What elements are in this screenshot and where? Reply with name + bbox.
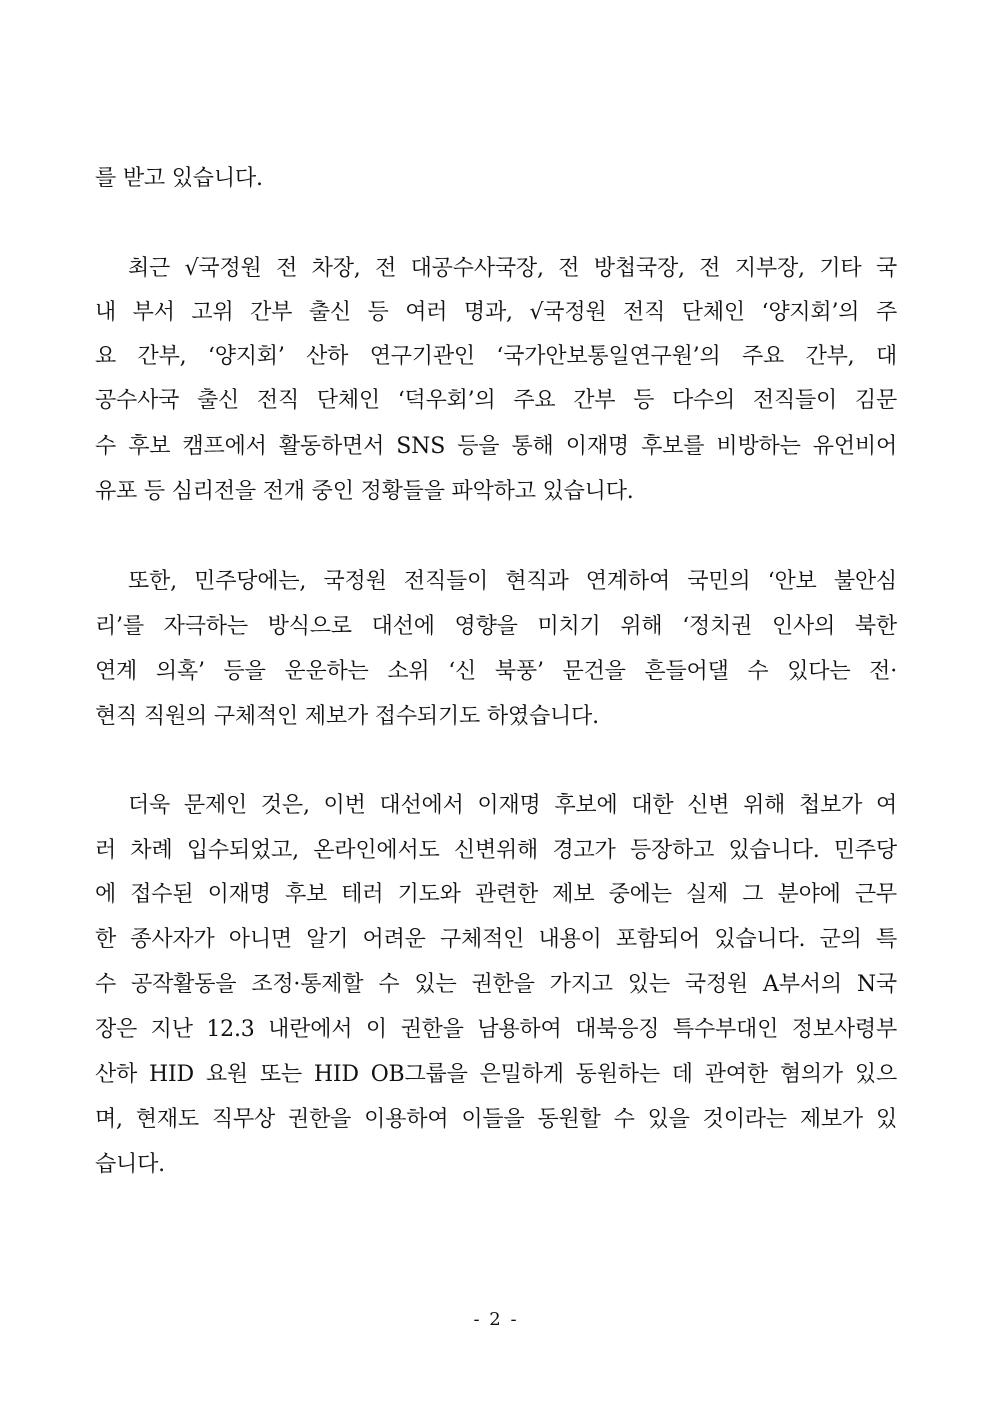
paragraph-4-line-3: 에 접수된 이재명 후보 테러 기도와 관련한 제보 중에는 실제 그 분야에 근무 xyxy=(95,882,897,907)
paragraph-4-line-1: 더욱 문제인 것은, 이번 대선에서 이재명 후보에 대한 신변 위해 첩보가 여 xyxy=(128,793,897,818)
paragraph-2-line-6: 유포 등 심리전을 전개 중인 정황들을 파악하고 있습니다. xyxy=(95,479,634,504)
paragraph-3-line-2: 리’를 자극하는 방식으로 대선에 영향을 미치기 위해 ‘정치권 인사의 북한 xyxy=(95,614,897,639)
paragraph-1-line-1: 를 받고 있습니다. xyxy=(95,166,263,191)
paragraph-3-line-4: 현직 직원의 구체적인 제보가 접수되기도 하였습니다. xyxy=(95,704,599,729)
paragraph-2-line-2: 내 부서 고위 간부 출신 등 여러 명과, √국정원 전직 단체인 ‘양지회’의 주 xyxy=(95,300,897,325)
paragraph-4-line-2: 러 차례 입수되었고, 온라인에서도 신변위해 경고가 등장하고 있습니다. 민주당 xyxy=(95,838,897,863)
paragraph-3-line-1: 또한, 민주당에는, 국정원 전직들이 현직과 연계하여 국민의 ‘안보 불안심 xyxy=(128,569,897,594)
page-number: - 2 - xyxy=(473,1309,519,1330)
paragraph-4-line-8: 며, 현재도 직무상 권한을 이용하여 이들을 동원할 수 있을 것이라는 제보가 있 xyxy=(95,1107,897,1132)
paragraph-2-line-4: 공수사국 출신 전직 단체인 ‘덕우회’의 주요 간부 등 다수의 전직들이 김문 xyxy=(95,388,897,413)
paragraph-4-line-9: 습니다. xyxy=(95,1152,165,1177)
paragraph-4-line-4: 한 종사자가 아니면 알기 어려운 구체적인 내용이 포함되어 있습니다. 군의 특 xyxy=(95,927,897,952)
paragraph-3-line-3: 연계 의혹’ 등을 운운하는 소위 ‘신 북풍’ 문건을 흔들어댈 수 있다는 전· xyxy=(95,659,897,684)
paragraph-4-line-5: 수 공작활동을 조정·통제할 수 있는 권한을 가지고 있는 국정원 A부서의 N국 xyxy=(95,972,897,997)
paragraph-2-line-3: 요 간부, ‘양지회’ 산하 연구기관인 ‘국가안보통일연구원’의 주요 간부, 대 xyxy=(95,344,897,369)
paragraph-4-line-7: 산하 HID 요원 또는 HID OB그룹을 은밀하게 동원하는 데 관여한 혐의가 있으 xyxy=(95,1062,897,1087)
paragraph-2-line-1: 최근 √국정원 전 차장, 전 대공수사국장, 전 방첩국장, 전 지부장, 기타 국 xyxy=(128,256,897,281)
paragraph-2-line-5: 수 후보 캠프에서 활동하면서 SNS 등을 통해 이재명 후보를 비방하는 유언비어 xyxy=(95,434,897,459)
paragraph-4-line-6: 장은 지난 12.3 내란에서 이 권한을 남용하여 대북응징 특수부대인 정보사령부 xyxy=(95,1017,897,1042)
